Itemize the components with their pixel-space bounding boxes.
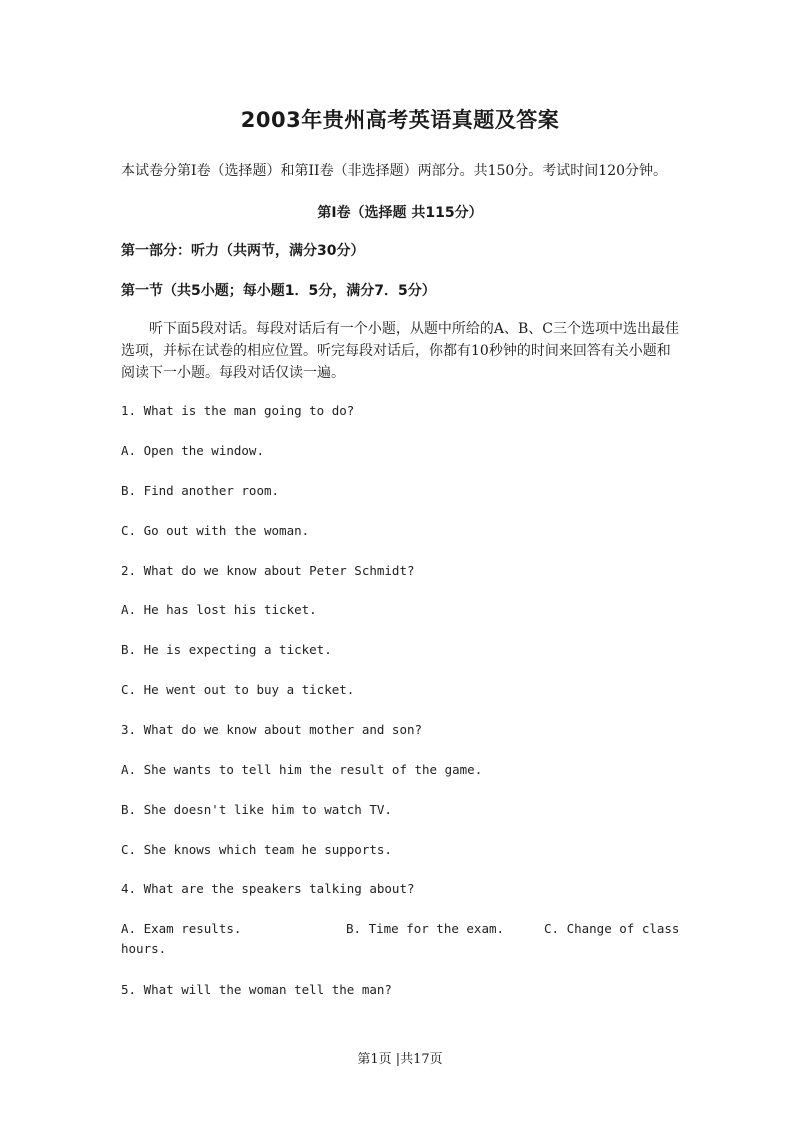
question-option: C. Change of class [544, 921, 680, 936]
question-option: B. He is expecting a ticket. [121, 642, 332, 657]
question-option: A. He has lost his ticket. [121, 602, 317, 617]
intro-paragraph: 本试卷分第I卷（选择题）和第II卷（非选择题）两部分。共150分。考试时间120分钟。 [121, 163, 668, 179]
question-stem: 3. What do we know about mother and son? [121, 722, 423, 737]
question-option: C. He went out to buy a ticket. [121, 682, 355, 697]
question-stem: 2. What do we know about Peter Schmidt? [121, 563, 415, 578]
question-option-continuation: hours. [121, 941, 167, 956]
question-option: B. She doesn't like him to watch TV. [121, 802, 392, 817]
question-stem: 4. What are the speakers talking about? [121, 881, 415, 896]
question-stem: 5. What will the woman tell the man? [121, 982, 392, 997]
section-heading-first: 第一节（共5小题；每小题1．5分，满分7．5分） [121, 283, 436, 299]
page-footer: 第1页 |共17页 [357, 1052, 443, 1067]
document-title: 2003年贵州高考英语真题及答案 [240, 108, 560, 132]
question-stem: 1. What is the man going to do? [121, 403, 355, 418]
question-option: B. Time for the exam. [346, 921, 505, 936]
question-option: A. Exam results. [121, 921, 242, 936]
instructions-paragraph: 听下面5段对话。每段对话后有一个小题，从题中所给的A、B、C三个选项中选出最佳选项，并标在试卷的相应位置。听完每段对话后，你都有10秒钟的时间来回答有关小题和阅读下一小题。每段对话仅读一遍。 [121, 321, 680, 381]
question-option: C. Go out with the woman. [121, 523, 310, 538]
question-option: A. Open the window. [121, 443, 264, 458]
question-option: B. Find another room. [121, 483, 280, 498]
question-option: C. She knows which team he supports. [121, 842, 392, 857]
part-heading: 第I卷（选择题 共115分） [317, 205, 483, 221]
section-heading-listening: 第一部分：听力（共两节，满分30分） [121, 243, 365, 259]
question-option: A. She wants to tell him the result of the game. [121, 762, 483, 777]
